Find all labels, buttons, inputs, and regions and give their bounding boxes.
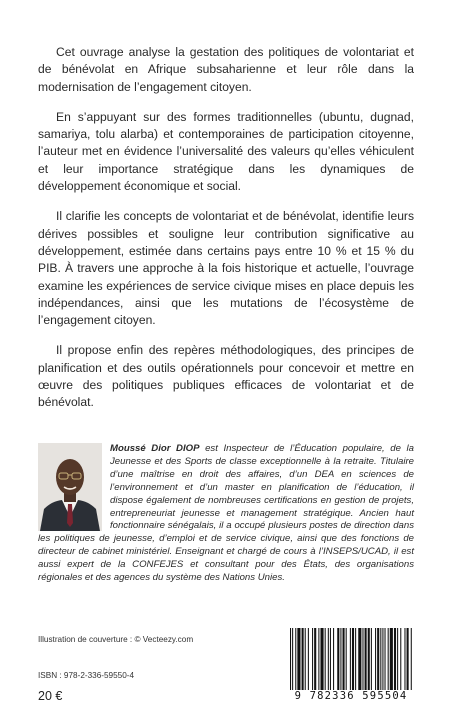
author-name: Moussé Dior DIOP [110, 443, 200, 454]
cover-blurb [38, 44, 414, 425]
author-photo-illustration [38, 443, 102, 531]
isbn-label: ISBN : 978-2-336-59550-4 [38, 671, 135, 680]
blurb-paragraph-4: Il propose enfin des repères méthodologiques, des principes de planification et des outils opérationnels pour concevoir et mettre en œuvre des politiques publiques efficaces de volontariat et de bénévolat. [38, 343, 414, 410]
cover-illustration-credit: Illustration de couverture : © Vecteezy.com [38, 635, 194, 644]
author-portrait [38, 443, 102, 531]
author-bio-text: est Inspecteur de l’Éducation populaire, de la Jeunesse et des Sports de classe exceptionnelle à la retraite. Titulaire d’une maîtrise en droit des affaires, d’un DEA en sciences de l’environnement et d’un master en planification de l’éducation, il dispose également de nombreuses certifications en gestion de projets, entrepreneuriat jeunesse et management stratégique. Ancien haut fonctionnaire sénégalais, il a occupé plusieurs postes de direction dans les politiques de jeunesse, d’emploi et de service civique, ainsi que des fonctions de directeur de cabinet ministériel. Enseignant et chargé de cours à l’INSEPS/UCAD, il est aussi expert de la CONFEJES et consultant pour des États, des organisations régionales et des agences du système des Nations Unies. [38, 443, 414, 584]
blurb-paragraph-1: Cet ouvrage analyse la gestation des politiques de volontariat et de bénévolat en Afrique subsaharienne et leur rôle dans la modernisation de l’engagement citoyen. [38, 45, 414, 94]
price-label: 20 € [38, 689, 63, 703]
author-section [38, 443, 414, 585]
blurb-paragraph-3: Il clarifie les concepts de volontariat et de bénévolat, identifie leurs dérives possibles et souligne leur contribution significative au développement, estimée dans certains pays entre 10 % et 15 % du PIB. À travers une approche à la fois historique et actuelle, l’ouvrage examine les expériences de service civique mises en place depuis les indépendances, ainsi que les mutations de l’écosystème de l’engagement citoyen. [38, 209, 414, 328]
blurb-paragraph-2: En s’appuyant sur des formes traditionnelles (ubuntu, dugnad, samariya, tolu alarba) et contemporaines de participation citoyenne, l’auteur met en évidence l’universalité des valeurs qu’elles véhiculent et leur importance stratégique dans les dynamiques de développement économique et social. [38, 109, 414, 194]
barcode-digits: 9 782336 595504 [286, 690, 416, 702]
